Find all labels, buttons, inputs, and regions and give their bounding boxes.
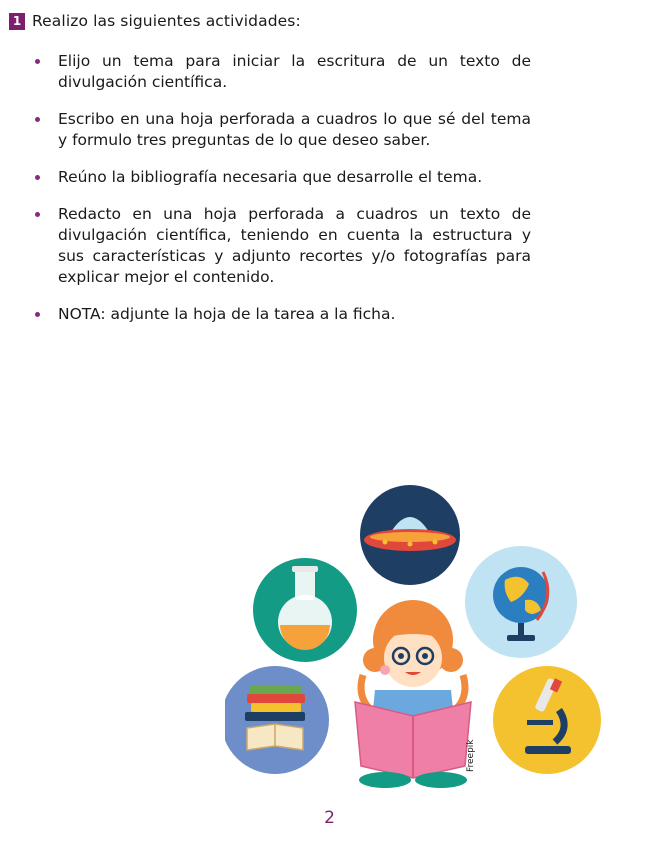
list-item-text: Elijo un tema para iniciar la escritura de un texto de divulgación científica. — [58, 52, 531, 91]
ufo-icon — [360, 485, 460, 585]
list-item — [35, 51, 531, 93]
page-number: 2 — [324, 808, 335, 828]
globe-icon — [465, 546, 577, 658]
bullet-icon — [35, 175, 40, 180]
list-item — [35, 204, 531, 288]
bullet-icon — [35, 312, 40, 317]
list-item-text: Escribo en una hoja perforada a cuadros lo que sé del tema y formulo tres preguntas de lo que deseo saber. — [58, 110, 531, 149]
list-item-text: Reúno la bibliografía necesaria que desarrolle el tema. — [58, 168, 483, 186]
girl-reading-icon — [355, 600, 471, 788]
activity-list — [35, 51, 531, 341]
activity-header — [9, 12, 301, 30]
bullet-icon — [35, 59, 40, 64]
books-icon — [225, 666, 329, 774]
science-illustration — [225, 480, 605, 790]
activity-number-badge: 1 — [9, 13, 25, 30]
list-item-text: Redacto en una hoja perforada a cuadros un texto de divulgación científica, teniendo en cuenta la estructura y sus características y adjunto recortes y/o fotografías para explicar mejor el contenido. — [58, 205, 531, 286]
list-item — [35, 109, 531, 151]
bullet-icon — [35, 212, 40, 217]
microscope-icon — [493, 666, 601, 774]
list-item — [35, 167, 531, 188]
freepik-credit: Freepik — [466, 739, 476, 772]
activity-title: Realizo las siguientes actividades: — [32, 12, 301, 30]
list-item-text: NOTA: adjunte la hoja de la tarea a la ficha. — [58, 305, 396, 323]
flask-icon — [253, 558, 357, 662]
list-item — [35, 304, 531, 325]
bullet-icon — [35, 117, 40, 122]
